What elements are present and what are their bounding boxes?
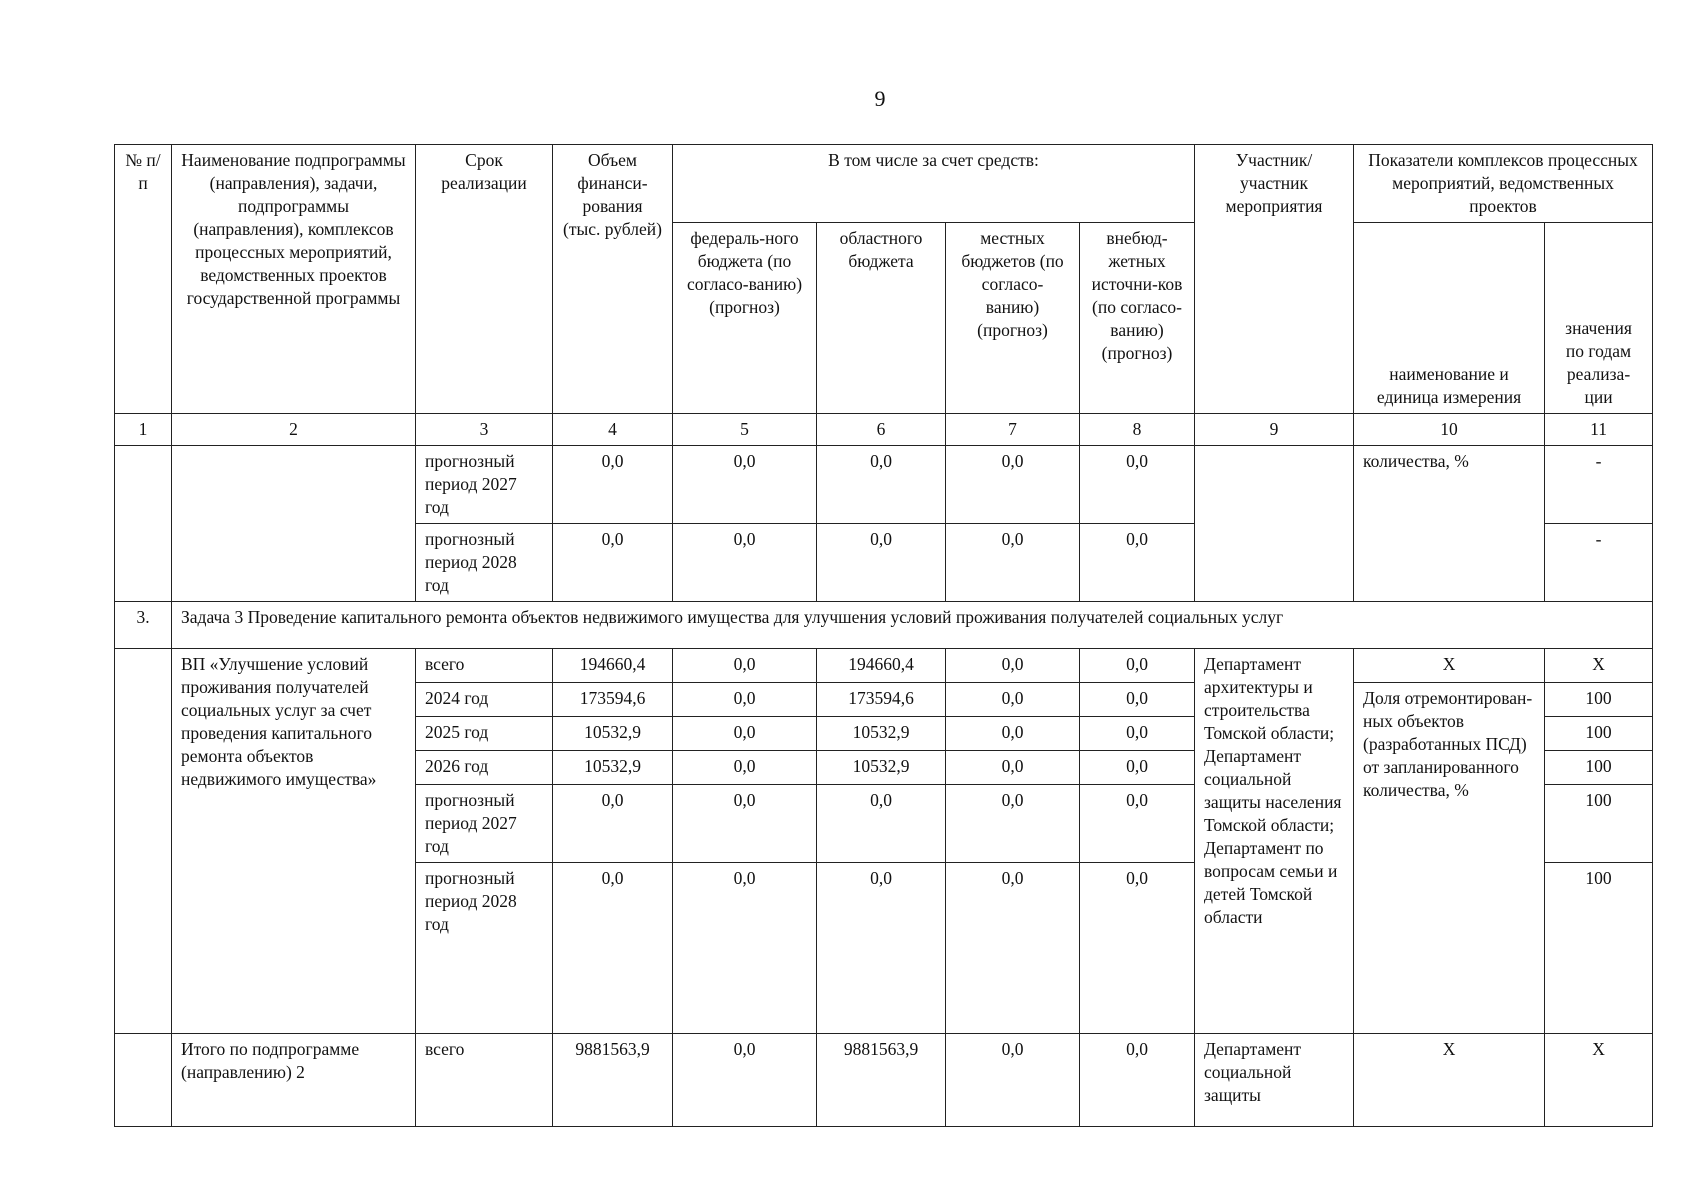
value-cell: 0,0 bbox=[673, 524, 817, 602]
col-number: 6 bbox=[817, 414, 946, 446]
table-row bbox=[115, 446, 1653, 524]
col-number: 4 bbox=[553, 414, 673, 446]
period-cell: прогнозный период 2028 год bbox=[416, 524, 553, 602]
task-number: 3. bbox=[115, 602, 172, 649]
indicator-x: Х bbox=[1354, 649, 1545, 683]
value-cell: 0,0 bbox=[553, 524, 673, 602]
vp-name: ВП «Улучшение условий проживания получателей социальных услуг за счет проведения капитального ремонта объектов недвижимого имущества» bbox=[172, 649, 416, 1034]
vp-participant: Департамент архитектуры и строительства Томской области; Департамент социальной защиты населения Томской области; Департамент по вопросам семьи и детей Томской области bbox=[1195, 649, 1354, 1034]
task-row bbox=[115, 602, 1653, 649]
indicator-x: Х bbox=[1354, 1034, 1545, 1127]
indicator-value: 100 bbox=[1545, 785, 1653, 863]
indicator-value: 100 bbox=[1545, 717, 1653, 751]
cell-empty bbox=[115, 446, 172, 602]
value-cell: 0,0 bbox=[673, 649, 817, 683]
header-indicator-values: значения по годам реализа-ции bbox=[1545, 223, 1653, 414]
indicator-value: - bbox=[1545, 446, 1653, 524]
value-cell: 0,0 bbox=[817, 863, 946, 1034]
value-cell: 0,0 bbox=[673, 751, 817, 785]
value-cell: 0,0 bbox=[946, 717, 1080, 751]
page-number: 9 bbox=[874, 86, 886, 111]
value-cell: 194660,4 bbox=[553, 649, 673, 683]
col-number: 7 bbox=[946, 414, 1080, 446]
value-cell: 10532,9 bbox=[817, 751, 946, 785]
participant-cell bbox=[1195, 446, 1354, 602]
cell-empty bbox=[115, 1034, 172, 1127]
col-number: 2 bbox=[172, 414, 416, 446]
indicator-x: Х bbox=[1545, 1034, 1653, 1127]
value-cell: 0,0 bbox=[1080, 524, 1195, 602]
header-name: Наименование подпрограммы (направления), задачи, подпрограммы (направления), комплексов процессных мероприятий, ведомственных проектов государственной программы bbox=[172, 145, 416, 414]
value-cell: 0,0 bbox=[1080, 717, 1195, 751]
value-cell: 173594,6 bbox=[817, 683, 946, 717]
value-cell: 194660,4 bbox=[817, 649, 946, 683]
value-cell: 0,0 bbox=[553, 863, 673, 1034]
header-number: № п/п bbox=[115, 145, 172, 414]
indicator-cell: количества, % bbox=[1354, 446, 1545, 602]
total-name: Итого по подпрограмме (направлению) 2 bbox=[172, 1034, 416, 1127]
value-cell: 9881563,9 bbox=[817, 1034, 946, 1127]
value-cell: 173594,6 bbox=[553, 683, 673, 717]
value-cell: 0,0 bbox=[817, 524, 946, 602]
period-cell: 2024 год bbox=[416, 683, 553, 717]
task-title: Задача 3 Проведение капитального ремонта объектов недвижимого имущества для улучшения условий проживания получателей социальных услуг bbox=[172, 602, 1653, 649]
header-funds-group: В том числе за счет средств: bbox=[673, 145, 1195, 223]
indicator-value: 100 bbox=[1545, 683, 1653, 717]
header-federal: федераль-ного бюджета (по согласо-ванию) (прогноз) bbox=[673, 223, 817, 414]
cell-empty bbox=[115, 649, 172, 1034]
col-number: 11 bbox=[1545, 414, 1653, 446]
value-cell: 10532,9 bbox=[553, 751, 673, 785]
value-cell: 0,0 bbox=[1080, 785, 1195, 863]
period-cell: всего bbox=[416, 1034, 553, 1127]
value-cell: 0,0 bbox=[946, 863, 1080, 1034]
value-cell: 10532,9 bbox=[553, 717, 673, 751]
col-number: 1 bbox=[115, 414, 172, 446]
value-cell: 0,0 bbox=[946, 649, 1080, 683]
header-regional: областного бюджета bbox=[817, 223, 946, 414]
total-participant: Департамент социальной защиты bbox=[1195, 1034, 1354, 1127]
header-period: Срок реализации bbox=[416, 145, 553, 414]
value-cell: 0,0 bbox=[553, 785, 673, 863]
vp-indicator: Доля отремонтирован-ных объектов (разработанных ПСД) от запланированного количества, % bbox=[1354, 683, 1545, 1034]
header-indicators-group: Показатели комплексов процессных мероприятий, ведомственных проектов bbox=[1354, 145, 1653, 223]
value-cell: 0,0 bbox=[946, 751, 1080, 785]
col-number: 3 bbox=[416, 414, 553, 446]
value-cell: 0,0 bbox=[673, 863, 817, 1034]
value-cell: 0,0 bbox=[673, 683, 817, 717]
period-cell: всего bbox=[416, 649, 553, 683]
table-row bbox=[115, 649, 1653, 683]
header-volume: Объем финанси-рования (тыс. рублей) bbox=[553, 145, 673, 414]
period-cell: 2026 год bbox=[416, 751, 553, 785]
value-cell: 0,0 bbox=[946, 683, 1080, 717]
value-cell: 0,0 bbox=[1080, 863, 1195, 1034]
value-cell: 0,0 bbox=[1080, 683, 1195, 717]
value-cell: 0,0 bbox=[946, 785, 1080, 863]
cell-empty bbox=[172, 446, 416, 602]
indicator-value: 100 bbox=[1545, 863, 1653, 1034]
header-indicator-name: наименование и единица измерения bbox=[1354, 223, 1545, 414]
value-cell: 0,0 bbox=[673, 717, 817, 751]
value-cell: 0,0 bbox=[946, 524, 1080, 602]
period-cell: прогнозный период 2027 год bbox=[416, 785, 553, 863]
value-cell: 0,0 bbox=[1080, 1034, 1195, 1127]
col-number: 10 bbox=[1354, 414, 1545, 446]
period-cell: прогнозный период 2028 год bbox=[416, 863, 553, 1034]
value-cell: 0,0 bbox=[1080, 446, 1195, 524]
value-cell: 10532,9 bbox=[817, 717, 946, 751]
indicator-value: - bbox=[1545, 524, 1653, 602]
header-participant: Участник/ участник мероприятия bbox=[1195, 145, 1354, 414]
indicator-x: Х bbox=[1545, 649, 1653, 683]
value-cell: 0,0 bbox=[817, 446, 946, 524]
value-cell: 0,0 bbox=[946, 446, 1080, 524]
col-number: 5 bbox=[673, 414, 817, 446]
col-number: 8 bbox=[1080, 414, 1195, 446]
value-cell: 0,0 bbox=[673, 446, 817, 524]
header-extra: внебюд-жетных источни-ков (по согласо-ванию) (прогноз) bbox=[1080, 223, 1195, 414]
period-cell: 2025 год bbox=[416, 717, 553, 751]
value-cell: 0,0 bbox=[817, 785, 946, 863]
value-cell: 0,0 bbox=[673, 1034, 817, 1127]
value-cell: 9881563,9 bbox=[553, 1034, 673, 1127]
total-row bbox=[115, 1034, 1653, 1127]
value-cell: 0,0 bbox=[1080, 751, 1195, 785]
col-number: 9 bbox=[1195, 414, 1354, 446]
program-table bbox=[114, 144, 1653, 1127]
indicator-value: 100 bbox=[1545, 751, 1653, 785]
period-cell: прогнозный период 2027 год bbox=[416, 446, 553, 524]
value-cell: 0,0 bbox=[1080, 649, 1195, 683]
header-local: местных бюджетов (по согласо-ванию) (прогноз) bbox=[946, 223, 1080, 414]
value-cell: 0,0 bbox=[673, 785, 817, 863]
value-cell: 0,0 bbox=[553, 446, 673, 524]
value-cell: 0,0 bbox=[946, 1034, 1080, 1127]
